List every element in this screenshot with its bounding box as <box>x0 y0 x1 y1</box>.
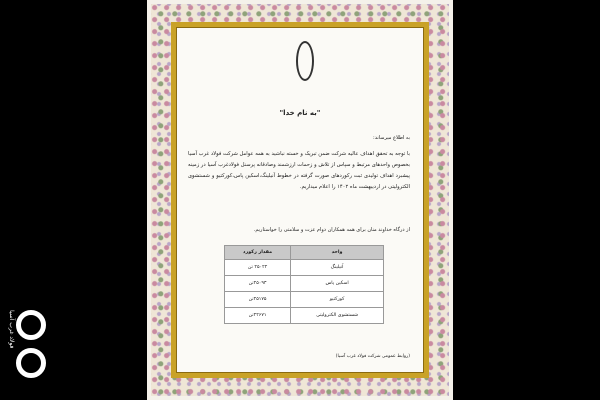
header-unit: واحد <box>291 246 384 260</box>
intro-text: به اطلاع میرساند: <box>373 135 410 141</box>
cell-unit: کورکتیو <box>291 292 384 308</box>
logo-ring-icon <box>16 310 46 340</box>
signature-footer: (روابط عمومی شرکت فولاد غرب آسیا) <box>335 354 410 359</box>
header-record: مقدار رکورد <box>225 246 291 260</box>
cell-record: ۲۵۱۷۵تن <box>225 292 291 308</box>
logo-label: فولاد غرب آسیا <box>8 310 15 349</box>
cell-unit: آنیلینگ <box>291 260 384 276</box>
document-title: "به نام خدا" <box>279 109 321 117</box>
records-table <box>224 245 384 324</box>
cell-record: ۲۲۶۷۱تن <box>225 308 291 324</box>
cell-unit: شستشوی الکترولیتی <box>291 308 384 324</box>
cell-record: ۲۵۰۹۳تن <box>225 276 291 292</box>
closing-wish: از درگاه خداوند منان برای همه همکاران دوام عزت و سلامتی را خواستاریم. <box>253 227 410 233</box>
cell-record: ۲۵۰۲۲ تن <box>225 260 291 276</box>
company-logo <box>8 300 58 392</box>
table-row <box>225 276 384 292</box>
certificate-page <box>147 0 453 400</box>
table-row <box>225 308 384 324</box>
table-row <box>225 292 384 308</box>
cell-unit: اسکین پاس <box>291 276 384 292</box>
body-paragraph: با توجه به تحقق اهداف عالیه شرکت ضمن تبریک و خسته نباشید به همه عوامل شرکت فولاد غرب آسیا بخصوص واحدهای مرتبط و سپاس از تلاش و زحمات ارزشمند وصادقانه پرسنل فولادغرب آسیا در زمینه پیشبرد اهداف تولیدی ثبت رکوردهای صورت گرفته در خطوط آنیلینگ،اسکین پاس،کورکتیو و شستشوی الکترولیتی در اردیبهشت ماه ۱۴۰۲ را اعلام میداریم. <box>188 151 410 190</box>
letterhead-logo-icon <box>296 41 314 81</box>
logo-ring-icon <box>16 348 46 378</box>
gold-frame <box>171 22 429 378</box>
table-row <box>225 260 384 276</box>
